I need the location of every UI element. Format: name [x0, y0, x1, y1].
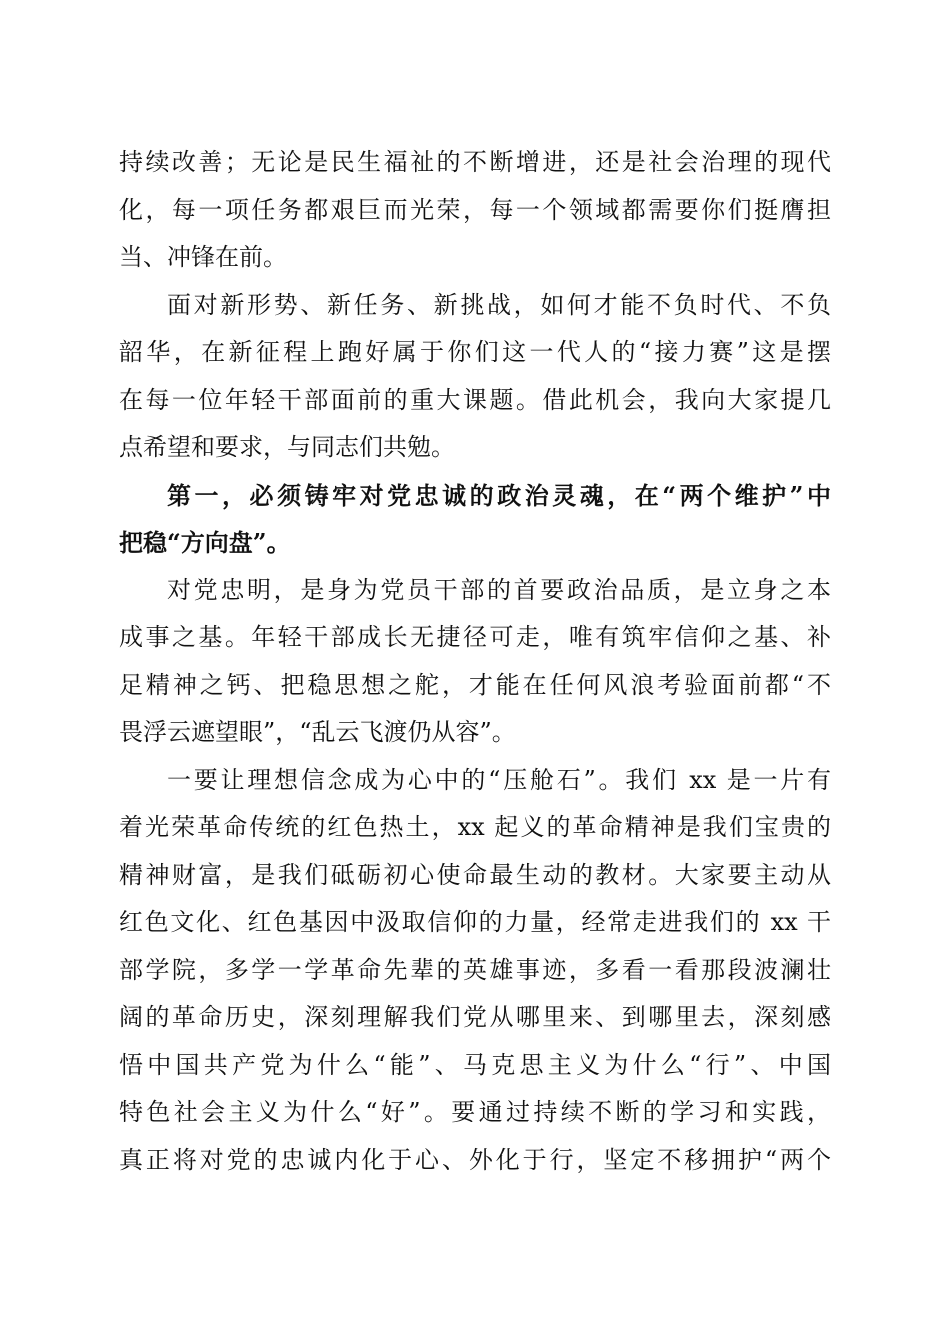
text-line: 足精神之钙、把稳思想之舵，才能在任何风浪考验面前都“不 [119, 670, 831, 699]
text-line: 面对新形势、新任务、新挑战，如何才能不负时代、不负 [167, 290, 831, 319]
text-line: 红色文化、红色基因中汲取信仰的力量，经常走进我们的 xx 干 [119, 908, 831, 936]
text-line: 一要让理想信念成为心中的“压舱石”。我们 xx 是一片有 [167, 765, 831, 794]
text-line: 化，每一项任务都艰巨而光荣，每一个领域都需要你们挺膺担 [119, 195, 831, 224]
text-line: 成事之基。年轻干部成长无捷径可走，唯有筑牢信仰之基、补 [119, 623, 831, 651]
section-heading-line: 第一，必须铸牢对党忠诚的政治灵魂，在“两个维护”中 [167, 480, 831, 510]
text-line: 特色社会主义为什么“好”。要通过持续不断的学习和实践， [119, 1098, 831, 1126]
text-line: 在每一位年轻干部面前的重大课题。借此机会，我向大家提几 [119, 385, 831, 414]
text-line: 悟中国共产党为什么“能”、马克思主义为什么“行”、中国 [119, 1050, 831, 1079]
text-line: 阔的革命历史，深刻理解我们党从哪里来、到哪里去，深刻感 [119, 1003, 831, 1031]
text-line: 对党忠明，是身为党员干部的首要政治品质，是立身之本 [167, 575, 831, 604]
text-line: 畏浮云遮望眼”，“乱云飞渡仍从容”。 [119, 718, 516, 746]
body-text [119, 139, 831, 1184]
text-line: 点希望和要求，与同志们共勉。 [119, 433, 455, 461]
text-line: 持续改善；无论是民生福祉的不断增进，还是社会治理的现代 [119, 148, 831, 176]
text-line: 精神财富，是我们砥砺初心使命最生动的教材。大家要主动从 [119, 860, 831, 889]
text-line: 当、冲锋在前。 [119, 243, 287, 271]
text-line: 韶华，在新征程上跑好属于你们这一代人的“接力赛”这是摆 [119, 338, 831, 366]
text-line: 真正将对党的忠诚内化于心、外化于行，坚定不移拥护“两个 [119, 1145, 831, 1174]
section-heading-line: 把稳“方向盘”。 [119, 528, 291, 557]
text-line: 部学院，多学一学革命先辈的英雄事迹，多看一看那段波澜壮 [119, 955, 831, 984]
text-line: 着光荣革命传统的红色热土，xx 起义的革命精神是我们宝贵的 [119, 813, 831, 841]
